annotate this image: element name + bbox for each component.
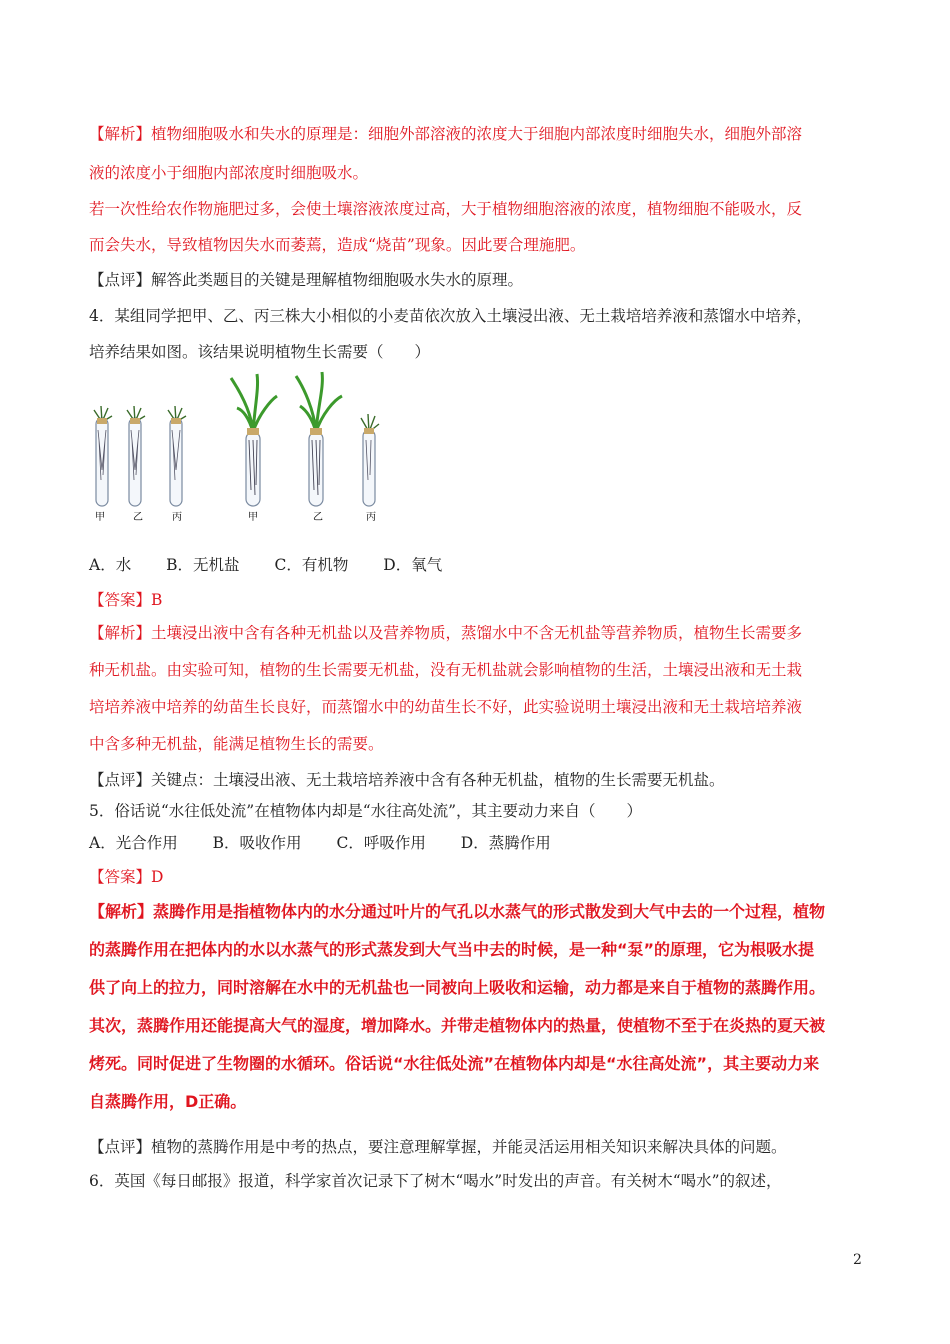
q4-analysis-line-3: 培培养液中培养的幼苗生长良好，而蒸馏水中的幼苗生长不好，此实验说明土壤浸出液和无土栽培培养液	[89, 698, 803, 716]
figure-label-2: 乙	[133, 512, 143, 523]
q4-option-a: A．水	[89, 556, 132, 574]
q5-analysis-line-4: 其次，蒸腾作用还能提高大气的湿度，增加降水。并带走植物体内的热量，使植物不至于在炎热的夏天被	[89, 1016, 826, 1035]
q5-analysis-line-2: 的蒸腾作用在把体内的水以水蒸气的形式蒸发到大气当中去的时候，是一种“泵”的原理，它为根吸水提	[89, 940, 815, 959]
q4-option-b: B．无机盐	[166, 556, 240, 574]
q5-analysis-line-5: 烤死。同时促进了生物圈的水循环。俗话说“水往低处流”在植物体内却是“水往高处流”，其主要动力来	[89, 1054, 820, 1073]
q4-analysis-line-2: 种无机盐。由实验可知，植物的生长需要无机盐，没有无机盐就会影响植物的生活，土壤浸出液和无土栽	[89, 661, 803, 679]
q3-analysis-line-2: 液的浓度小于细胞内部浓度时细胞吸水。	[89, 164, 369, 182]
q5-analysis-line-3: 供了向上的拉力，同时溶解在水中的无机盐也一同被向上吸收和运输，动力都是来自于植物的蒸腾作用。	[89, 978, 826, 997]
q4-comment: 【点评】关键点：土壤浸出液、无土栽培培养液中含有各种无机盐，植物的生长需要无机盐。	[89, 771, 725, 789]
figure-label-5: 乙	[313, 512, 323, 523]
tube-group-2	[231, 372, 379, 506]
q4-stem-line-1: 4．某组同学把甲、乙、丙三株大小相似的小麦苗依次放入土壤浸出液、无土栽培培养液和蒸馏水中培养，	[89, 307, 812, 325]
q3-analysis-line-4: 而会失水，导致植物因失水而萎蔫，造成“烧苗”现象。因此要合理施肥。	[89, 236, 586, 254]
tube-group-1	[94, 406, 186, 506]
seedling-test-tube-figure	[88, 370, 408, 530]
figure-label-1: 甲	[95, 512, 105, 523]
q5-options	[89, 833, 581, 853]
q3-analysis-line-3: 若一次性给农作物施肥过多，会使土壤溶液浓度过高，大于植物细胞溶液的浓度，植物细胞不能吸水，反	[89, 200, 803, 218]
q6-stem-line-1: 6．英国《每日邮报》报道，科学家首次记录下了树木“喝水”时发出的声音。有关树木“喝水”的叙述，	[89, 1172, 782, 1190]
q4-answer: 【答案】B	[89, 591, 163, 609]
q5-answer: 【答案】D	[89, 868, 164, 886]
q4-options	[89, 555, 472, 575]
q5-analysis-line-6: 自蒸腾作用，D正确。	[89, 1092, 247, 1111]
q4-option-c: C．有机物	[274, 556, 349, 574]
q5-option-c: C．呼吸作用	[336, 834, 426, 852]
q5-option-b: B．吸收作用	[212, 834, 302, 852]
figure-label-4: 甲	[248, 512, 258, 523]
q5-stem: 5．俗话说“水往低处流”在植物体内却是“水往高处流”，其主要动力来自（ ）	[89, 802, 643, 820]
q4-analysis-line-4: 中含多种无机盐，能满足植物生长的需要。	[89, 735, 384, 753]
q5-option-d: D．蒸腾作用	[460, 834, 551, 852]
q3-analysis-line-1: 【解析】植物细胞吸水和失水的原理是：细胞外部溶液的浓度大于细胞内部浓度时细胞失水，细胞外部溶	[89, 125, 803, 143]
page-number: 2	[853, 1252, 862, 1268]
q5-option-a: A．光合作用	[89, 834, 178, 852]
figure-label-3: 丙	[172, 512, 182, 523]
q4-option-d: D．氧气	[383, 556, 443, 574]
q4-analysis-line-1: 【解析】土壤浸出液中含有各种无机盐以及营养物质，蒸馏水中不含无机盐等营养物质，植物生长需要多	[89, 624, 803, 642]
q3-comment: 【点评】解答此类题目的关键是理解植物细胞吸水失水的原理。	[89, 271, 524, 289]
q4-stem-line-2: 培养结果如图。该结果说明植物生长需要（ ）	[89, 343, 431, 361]
q5-comment: 【点评】植物的蒸腾作用是中考的热点，要注意理解掌握，并能灵活运用相关知识来解决具体的问题。	[89, 1138, 787, 1156]
q5-analysis-line-1: 【解析】蒸腾作用是指植物体内的水分通过叶片的气孔以水蒸气的形式散发到大气中去的一个过程，植物	[89, 902, 826, 921]
figure-label-6: 丙	[366, 512, 376, 523]
